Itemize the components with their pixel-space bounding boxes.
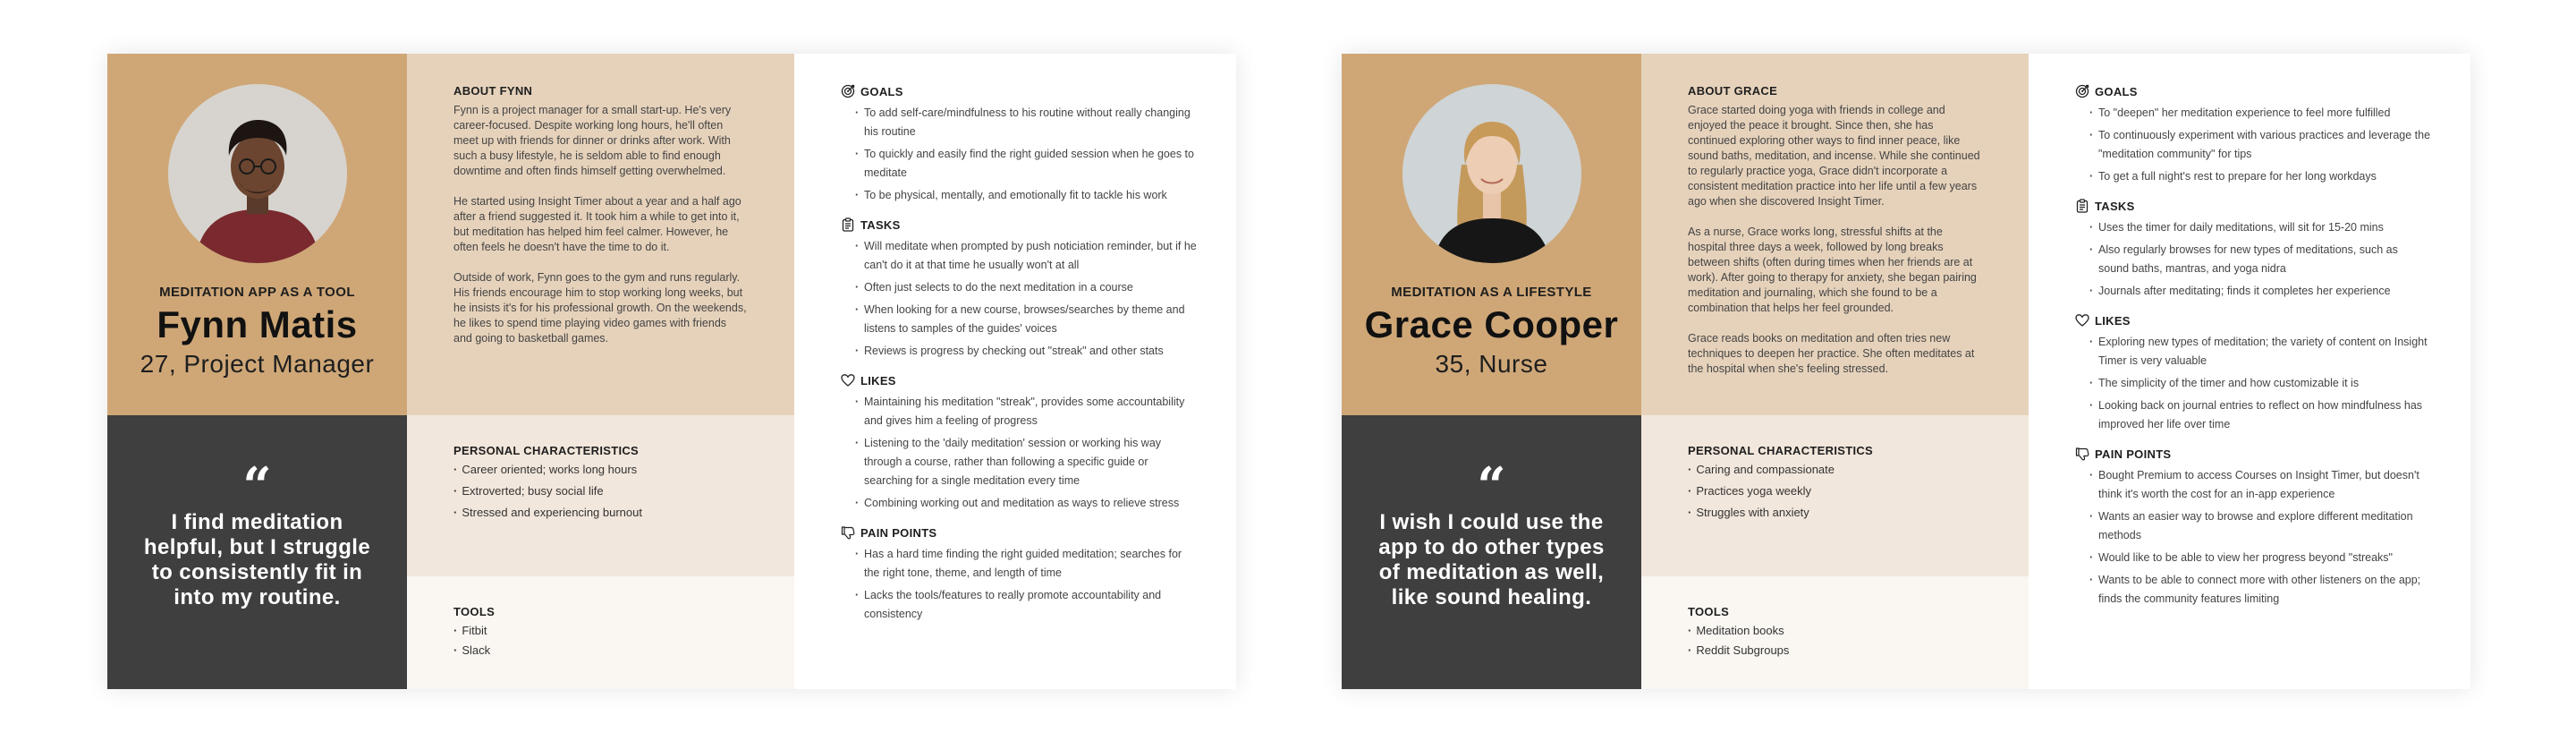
about-heading: ABOUT GRACE	[1688, 84, 1778, 98]
about-paragraph: Grace reads books on meditation and often tries new techniques to deepen her practice. She often meditates at the hospital when she's feeling stressed.	[1688, 332, 1975, 375]
tasks-list	[2075, 218, 2431, 301]
characteristics-section	[1641, 415, 2029, 576]
characteristics-section	[407, 415, 794, 576]
list-item: · Also regularly browses for new types of meditations, such as sound baths, mantras, and yoga nidra	[2075, 241, 2431, 278]
persona-card	[1342, 54, 2470, 689]
list-item: · To be physical, mentally, and emotionally fit to tackle his work	[841, 186, 1197, 205]
pain-points-section	[841, 525, 1197, 624]
list-item: · Reviews is progress by checking out "streak" and other stats	[841, 342, 1197, 361]
pain-points-heading: PAIN POINTS	[2095, 447, 2172, 461]
thumbs-down-icon	[2075, 447, 2089, 461]
persona-header	[107, 54, 407, 415]
likes-section	[2075, 313, 2431, 434]
likes-list	[2075, 333, 2431, 434]
persona-name: Grace Cooper	[1364, 303, 1619, 345]
about-section	[1641, 54, 2029, 415]
list-item: · Slack	[453, 643, 748, 658]
about-paragraph: Grace started doing yoga with friends in college and enjoyed the peace it brought. Since then, she has continued exploring other ways to find inner peace, like sound baths, meditation, and incense. While she continued to regularly practice yoga, Grace didn't incorporate a consistent meditation practice into her life until a few years ago when she discovered Insight Timer.	[1688, 104, 1980, 208]
persona-tagline: MEDITATION AS A LIFESTYLE	[1391, 285, 1592, 300]
avatar	[168, 84, 347, 263]
tasks-heading: TASKS	[860, 217, 901, 232]
list-item: · Lacks the tools/features to really promote accountability and consistency	[841, 586, 1197, 624]
clipboard-icon	[841, 217, 855, 232]
list-item: · When looking for a new course, browses/searches by theme and listens to samples of the guides' voices	[841, 301, 1197, 338]
likes-list	[841, 393, 1197, 513]
about-section	[407, 54, 794, 415]
likes-heading: LIKES	[2095, 313, 2131, 328]
goals-heading: GOALS	[2095, 84, 2138, 98]
about-paragraph: Outside of work, Fynn goes to the gym and runs regularly. His friends encourage him to stop working long weeks, but he insists it's for his professional growth. On the weekends, he likes to spend time playing video games with friends and going to basketball games.	[453, 271, 747, 345]
tasks-section	[841, 217, 1197, 361]
likes-heading: LIKES	[860, 373, 896, 388]
list-item: · Fitbit	[453, 624, 748, 638]
persona-id-column	[1342, 54, 1641, 689]
target-icon	[841, 84, 855, 98]
goals-section	[2075, 84, 2431, 186]
persona-quote-panel	[1342, 415, 1641, 689]
goals-section	[841, 84, 1197, 205]
characteristics-heading: PERSONAL CHARACTERISTICS	[453, 444, 640, 457]
characteristics-list	[453, 463, 748, 520]
list-item: · Practices yoga weekly	[1688, 484, 1982, 498]
tools-list	[1688, 624, 1982, 658]
pain-points-section	[2075, 447, 2431, 609]
quote-mark-icon: “	[1477, 456, 1506, 515]
persona-quote: I find meditation helpful, but I struggle to consistently fit in into my routine.	[143, 510, 371, 609]
likes-section	[841, 373, 1197, 513]
list-item: · Caring and compassionate	[1688, 463, 1982, 477]
target-icon	[2075, 84, 2089, 98]
persona-quote: I wish I could use the app to do other types of meditation as well, like sound healing.	[1378, 510, 1605, 609]
list-item: · Journals after meditating; finds it completes her experience	[2075, 282, 2431, 301]
persona-subtitle: 27, Project Manager	[140, 350, 375, 378]
list-item: · Listening to the 'daily meditation' session or working his way through a course, rather than following a specific guide or searching for a single meditation every time	[841, 434, 1197, 490]
pain-points-list	[841, 545, 1197, 624]
tasks-section	[2075, 199, 2431, 301]
quote-mark-icon: “	[242, 456, 272, 515]
list-item: · Stressed and experiencing burnout	[453, 506, 748, 520]
list-item: · Would like to be able to view her progress beyond "streaks"	[2075, 549, 2431, 567]
persona-about-column	[407, 54, 794, 689]
list-item: · Will meditate when prompted by push noticiation reminder, but if he can't do it at that time he usually won't at all	[841, 237, 1197, 275]
about-paragraph: Fynn is a project manager for a small start-up. He's very career-focused. Despite working long hours, he'll often meet up with friends for dinner or drinks after work. With such a busy lifestyle, he is seldom able to find enough downtime and often finds himself getting overwhelmed.	[453, 104, 732, 177]
persona-card	[107, 54, 1236, 689]
list-item: · Has a hard time finding the right guided meditation; searches for the right tone, theme, and length of time	[841, 545, 1197, 583]
thumbs-down-icon	[841, 525, 855, 540]
list-item: · Extroverted; busy social life	[453, 484, 748, 498]
list-item: · To continuously experiment with various practices and leverage the "meditation community" for tips	[2075, 126, 2431, 164]
list-item: · To add self-care/mindfulness to his routine without really changing his routine	[841, 104, 1197, 141]
persona-detail-column	[2029, 54, 2470, 689]
list-item: · Struggles with anxiety	[1688, 506, 1982, 520]
persona-detail-column	[794, 54, 1236, 689]
avatar	[1402, 84, 1581, 263]
tools-heading: TOOLS	[1688, 605, 1730, 618]
list-item: · Wants to be able to connect more with other listeners on the app; finds the community features limiting	[2075, 571, 2431, 609]
about-heading: ABOUT FYNN	[453, 84, 533, 98]
about-paragraph: He started using Insight Timer about a year and a half ago after a friend suggested it. It took him a while to get into it, but meditation has helped him feel calmer. However, he often feels he doesn't have the time to do it.	[453, 195, 741, 253]
list-item: · Career oriented; works long hours	[453, 463, 748, 477]
persona-name: Fynn Matis	[157, 303, 358, 345]
tasks-list	[841, 237, 1197, 361]
tools-heading: TOOLS	[453, 605, 496, 618]
list-item: · Exploring new types of meditation; the variety of content on Insight Timer is very valuable	[2075, 333, 2431, 370]
persona-tagline: MEDITATION APP AS A TOOL	[159, 285, 355, 300]
goals-list	[2075, 104, 2431, 186]
list-item: · Bought Premium to access Courses on Insight Timer, but doesn't think it's worth the cost for an in-app experience	[2075, 466, 2431, 504]
persona-header	[1342, 54, 1641, 415]
about-body	[453, 103, 748, 346]
list-item: · To get a full night's rest to prepare for her long workdays	[2075, 167, 2431, 186]
list-item: · To "deepen" her meditation experience to feel more fulfilled	[2075, 104, 2431, 123]
tools-section	[1641, 576, 2029, 689]
list-item: · Maintaining his meditation "streak", provides some accountability and gives him a feeling of progress	[841, 393, 1197, 430]
persona-subtitle: 35, Nurse	[1435, 350, 1548, 378]
list-item: · Often just selects to do the next meditation in a course	[841, 278, 1197, 297]
heart-icon	[2075, 313, 2089, 328]
pain-points-list	[2075, 466, 2431, 609]
characteristics-heading: PERSONAL CHARACTERISTICS	[1688, 444, 1874, 457]
about-body	[1688, 103, 1982, 377]
list-item: · Looking back on journal entries to reflect on how mindfulness has improved her life over time	[2075, 396, 2431, 434]
heart-icon	[841, 373, 855, 388]
list-item: · Uses the timer for daily meditations, will sit for 15-20 mins	[2075, 218, 2431, 237]
pain-points-heading: PAIN POINTS	[860, 525, 937, 540]
list-item: · Wants an easier way to browse and explore different meditation methods	[2075, 507, 2431, 545]
list-item: · Meditation books	[1688, 624, 1982, 638]
list-item: · To quickly and easily find the right guided session when he goes to meditate	[841, 145, 1197, 183]
tools-list	[453, 624, 748, 658]
clipboard-icon	[2075, 199, 2089, 213]
tools-section	[407, 576, 794, 689]
list-item: · Reddit Subgroups	[1688, 643, 1982, 658]
list-item: · Combining working out and meditation as ways to relieve stress	[841, 494, 1197, 513]
list-item: · The simplicity of the timer and how customizable it is	[2075, 374, 2431, 393]
persona-id-column	[107, 54, 407, 689]
goals-list	[841, 104, 1197, 205]
goals-heading: GOALS	[860, 84, 903, 98]
tasks-heading: TASKS	[2095, 199, 2135, 213]
about-paragraph: As a nurse, Grace works long, stressful shifts at the hospital three days a week, followed by long breaks between shifts (often during times when her friends are at work). After going to therapy for anxiety, she began pairing meditation and journaling, which she found to be a combination that helps her feel grounded.	[1688, 226, 1977, 314]
characteristics-list	[1688, 463, 1982, 520]
persona-about-column	[1641, 54, 2029, 689]
persona-quote-panel	[107, 415, 407, 689]
